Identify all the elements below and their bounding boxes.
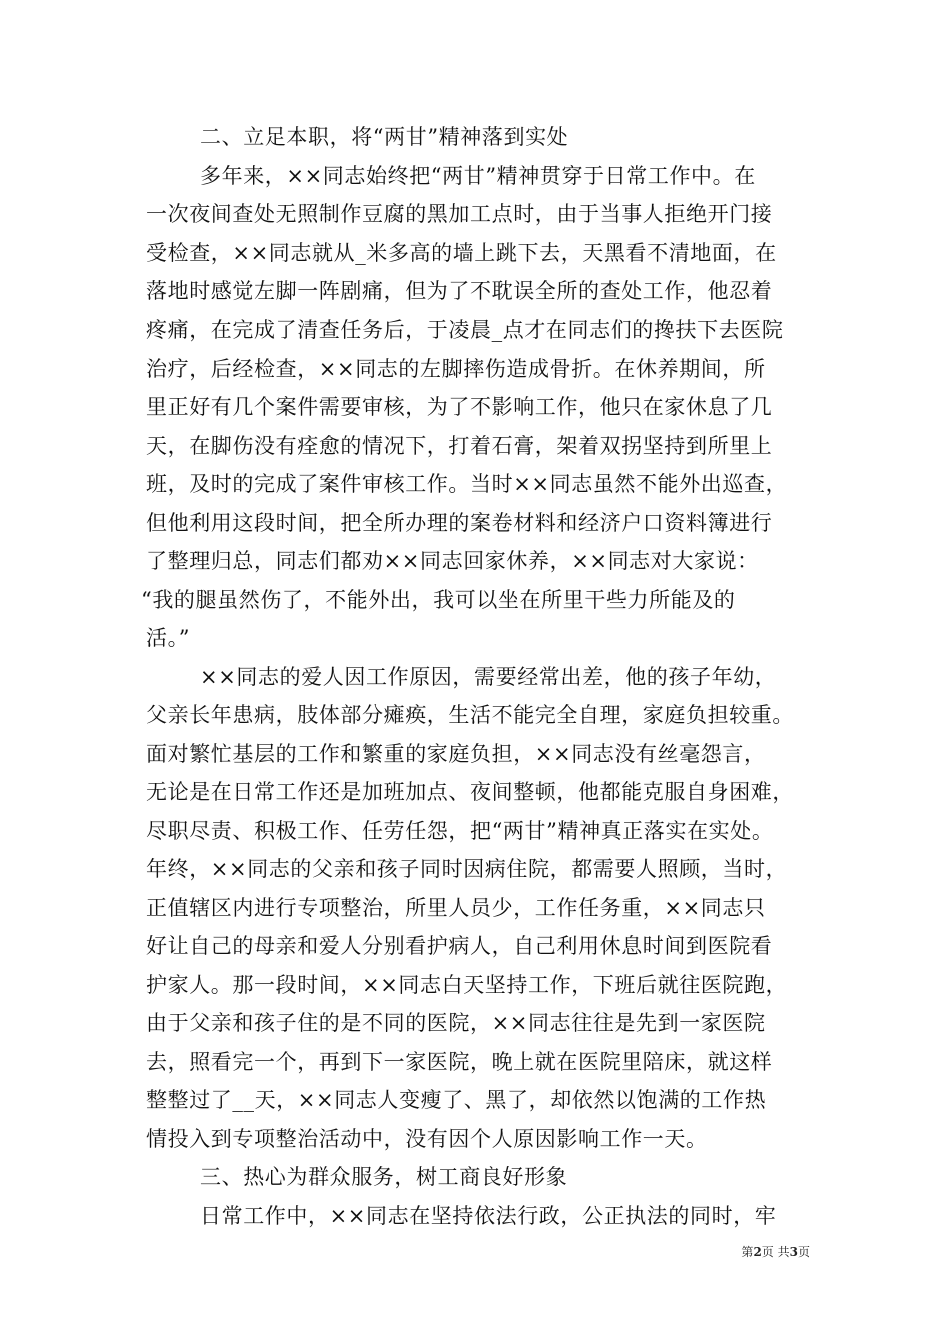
paragraph-line: 疼痛，在完成了清查任务后，于凌晨_点才在同志们的搀扶下去医院 xyxy=(146,318,784,342)
paragraph-line: 治疗，后经检查，××同志的左脚摔伤造成骨折。在休养期间，所 xyxy=(146,357,766,381)
paragraph-line: 多年来，××同志始终把“两甘”精神贯穿于日常工作中。在 xyxy=(200,164,756,188)
paragraph-line: 好让自己的母亲和爱人分别看护病人，自己利用休息时间到医院看 xyxy=(146,934,773,958)
paragraph-line: 但他利用这段时间，把全所办理的案卷材料和经济户口资料簿进行 xyxy=(146,511,773,535)
paragraph-line: 无论是在日常工作还是加班加点、夜间整顿，他都能克服自身困难， xyxy=(146,780,794,804)
paragraph-line: 了整理归总，同志们都劝××同志回家休养，××同志对大家说： xyxy=(146,549,759,573)
paragraph-line: 里正好有几个案件需要审核，为了不影响工作，他只在家休息了几 xyxy=(146,395,773,419)
paragraph-line: 班，及时的完成了案件审核工作。当时××同志虽然不能外出巡查， xyxy=(146,472,788,496)
paragraph-line: 日常工作中，××同志在坚持依法行政，公正执法的同时，牢 xyxy=(200,1204,777,1228)
page-number-suffix: 页 xyxy=(797,1245,810,1259)
paragraph-line: 受检查，××同志就从_米多高的墙上跳下去，天黑看不清地面，在 xyxy=(146,241,777,265)
current-page: 2 xyxy=(753,1245,762,1259)
paragraph-line: ××同志的爱人因工作原因，需要经常出差，他的孩子年幼， xyxy=(200,665,777,689)
paragraph-line: 天，在脚伤没有痊愈的情况下，打着石膏，架着双拐坚持到所里上 xyxy=(146,434,773,458)
paragraph-line: “我的腿虽然伤了，不能外出，我可以坐在所里干些力所能及的 xyxy=(141,588,736,612)
page-number xyxy=(700,1244,810,1260)
paragraph-line: 整整过了__天，××同志人变瘦了、黑了，却依然以饱满的工作热 xyxy=(146,1088,767,1112)
paragraph-line: 尽职尽责、积极工作、任劳任怨，把“两甘”精神真正落实在实处。 xyxy=(146,819,774,843)
paragraph-line: 面对繁忙基层的工作和繁重的家庭负担，××同志没有丝毫怨言， xyxy=(146,742,766,766)
paragraph-line: 由于父亲和孩子住的是不同的医院，××同志往往是先到一家医院 xyxy=(146,1011,766,1035)
page-number-middle: 页 共 xyxy=(761,1245,790,1259)
paragraph-line: 年终，××同志的父亲和孩子同时因病住院，都需要人照顾，当时， xyxy=(146,857,788,881)
paragraph-line: 护家人。那一段时间，××同志白天坚持工作，下班后就往医院跑， xyxy=(146,973,788,997)
section-heading: 二、立足本职，将“两甘”精神落到实处 xyxy=(200,125,569,149)
section-heading: 三、热心为群众服务，树工商良好形象 xyxy=(200,1165,568,1189)
paragraph-line: 父亲长年患病，肢体部分瘫痪，生活不能完全自理，家庭负担较重。 xyxy=(146,703,794,727)
paragraph-line: 去，照看完一个，再到下一家医院，晚上就在医院里陪床，就这样 xyxy=(146,1050,773,1074)
total-pages: 3 xyxy=(789,1245,798,1259)
paragraph-line: 情投入到专项整治活动中，没有因个人原因影响工作一天。 xyxy=(146,1127,708,1151)
page-number-prefix: 第 xyxy=(741,1245,754,1259)
paragraph-line: 落地时感觉左脚一阵剧痛，但为了不耽误全所的查处工作，他忍着 xyxy=(146,279,773,303)
paragraph-line: 活。” xyxy=(146,626,191,650)
paragraph-line: 正值辖区内进行专项整治，所里人员少，工作任务重，××同志只 xyxy=(146,896,766,920)
paragraph-line: 一次夜间查处无照制作豆腐的黑加工点时，由于当事人拒绝开门接 xyxy=(146,202,773,226)
